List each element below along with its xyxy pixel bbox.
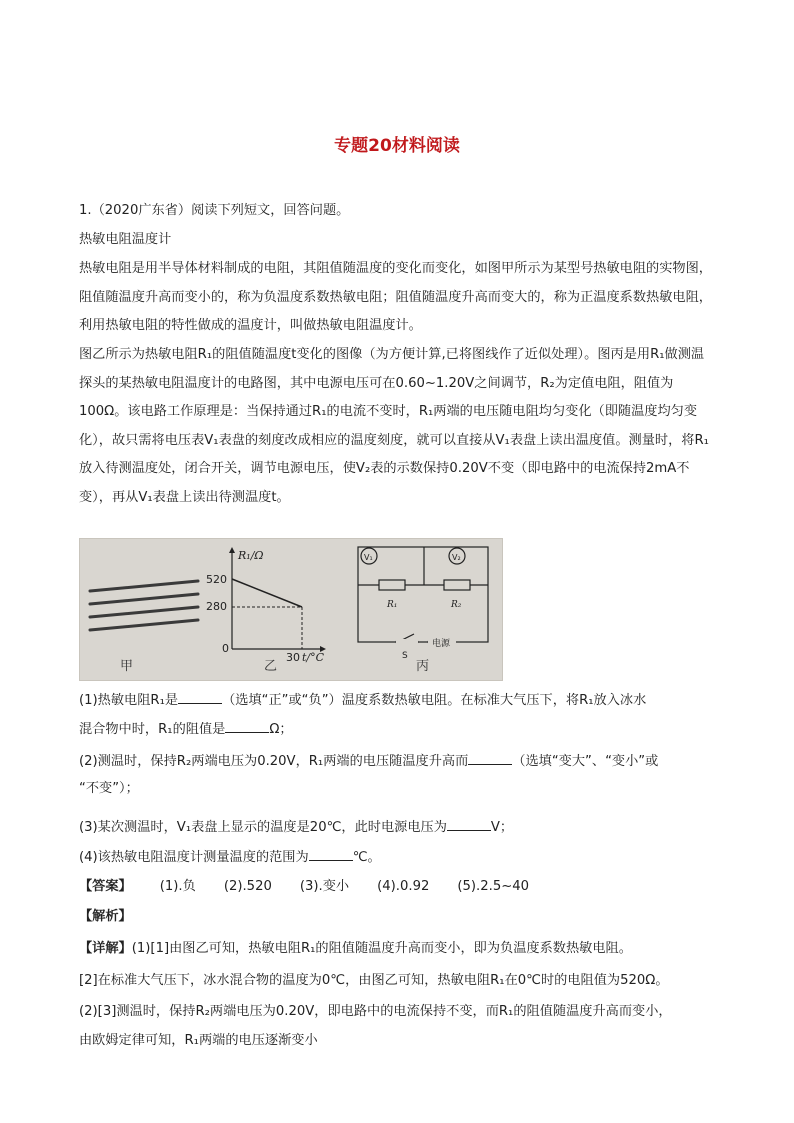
question-intro: 1.（2020广东省）阅读下列短文，回答问题。 <box>79 203 350 218</box>
question-3: (3)某次测温时，V₁表盘上显示的温度是20℃，此时电源电压为 V； <box>79 820 514 835</box>
answer-item-3: (3).变小 <box>299 879 350 894</box>
question-1-line-2: 混合物中时，R₁的阻值是 Ω； <box>79 722 293 737</box>
analysis-line-1: 【详解】(1)[1]由图乙可知，热敏电阻R₁的阻值随温度升高而变小，即为负温度系数热敏电阻。 <box>79 941 632 956</box>
tick-30: 30 <box>286 651 300 664</box>
question-2-line-1: (2)测温时，保持R₂两端电压为0.20V，R₁两端的电压随温度升高而 （选填“变大”、“变小”或 <box>79 754 659 769</box>
answer-blank-2[interactable] <box>225 720 269 733</box>
answer-item-5: (5).2.5~40 <box>457 879 530 894</box>
paragraph-1: 热敏电阻是用半导体材料制成的电阻，其阻值随温度的变化而变化，如图甲所示为某型号热敏电阻的实物图，阻值随温度升高而变小的，称为负温度系数热敏电阻；阻值随温度升高而变大的，称为正温度系数热敏电阻，利用热敏电阻的特性做成的温度计，叫做热敏电阻温度计。 <box>79 261 712 334</box>
figure-svg <box>80 539 502 680</box>
label-bing: 丙 <box>416 659 430 674</box>
page-title: 专题20材料阅读 <box>334 136 460 156</box>
voltmeter-v2-label: V₂ <box>452 553 461 562</box>
answer-blank-4[interactable] <box>447 818 491 831</box>
analysis-line-3: (2)[3]测温时，保持R₂两端电压为0.20V，即电路中的电流保持不变，而R₁的阻值随温度升高而变小， <box>79 1004 672 1019</box>
thermistor-photo <box>90 581 198 630</box>
answer-label: 【答案】 <box>79 879 132 894</box>
article-heading: 热敏电阻温度计 <box>79 232 172 247</box>
answer-item-2: (2).520 <box>223 879 272 894</box>
question-1-line-1: (1)热敏电阻R₁是 （选填“正”或“负”）温度系数热敏电阻。在标准大气压下，将R₁放入冰水 <box>79 693 647 708</box>
label-yi: 乙 <box>264 659 278 674</box>
label-jia: 甲 <box>120 659 134 674</box>
switch-label: S <box>402 651 408 661</box>
graph-x-axis-label: t/°C <box>302 651 325 664</box>
resistor-r1-label: R₁ <box>387 600 398 610</box>
answer-item-1: (1).负 <box>159 879 196 894</box>
resistance-graph <box>229 547 326 652</box>
answer-row <box>79 878 529 896</box>
figure-panel <box>79 538 503 681</box>
graph-y-axis-label: R₁/Ω <box>238 549 264 562</box>
tick-520: 520 <box>206 573 227 586</box>
paragraph-2: 图乙所示为热敏电阻R₁的阻值随温度t变化的图像（为方便计算,已将图线作了近似处理）。图丙是用R₁做测温探头的某热敏电阻温度计的电路图，其中电源电压可在0.60~1.20V之间调节，R₂为定值电阻，阻值为100Ω。该电路工作原理是：当保持通过R₁的电流不变时，R₁两端的电压随电阻均匀变化（即随温度均匀变化），故只需将电压表V₁表盘的刻度改成相应的温度刻度，就可以直接从V₁表盘上读出温度值。测量时，将R₁放入待测温度处，闭合开关，调节电源电压，使V₂表的示数保持0.20V不变（即电路中的电流保持2mA不变），再从V₁表盘上读出待测温度t。 <box>79 347 709 505</box>
answer-item-4: (4).0.92 <box>377 879 430 894</box>
circuit-diagram <box>358 547 488 644</box>
analysis-label: 【解析】 <box>79 909 132 924</box>
power-source-label: 电源 <box>432 639 451 649</box>
analysis-line-2: [2]在标准大气压下，冰水混合物的温度为0℃，由图乙可知，热敏电阻R₁在0℃时的电阻值为520Ω。 <box>79 973 669 988</box>
graph-data-line <box>232 579 302 607</box>
answer-blank-5[interactable] <box>309 848 353 861</box>
tick-280: 280 <box>206 600 227 613</box>
analysis-line-4: 由欧姆定律可知，R₁两端的电压逐渐变小 <box>79 1033 318 1048</box>
graph-origin: 0 <box>222 642 229 655</box>
answer-blank-3[interactable] <box>468 752 512 765</box>
question-4: (4)该热敏电阻温度计测量温度的范围为 ℃。 <box>79 850 381 865</box>
question-2-line-2: “不变”）； <box>79 781 139 796</box>
voltmeter-v1-label: V₁ <box>364 553 373 562</box>
resistor-r2-label: R₂ <box>451 600 462 610</box>
answer-blank-1[interactable] <box>178 691 222 704</box>
